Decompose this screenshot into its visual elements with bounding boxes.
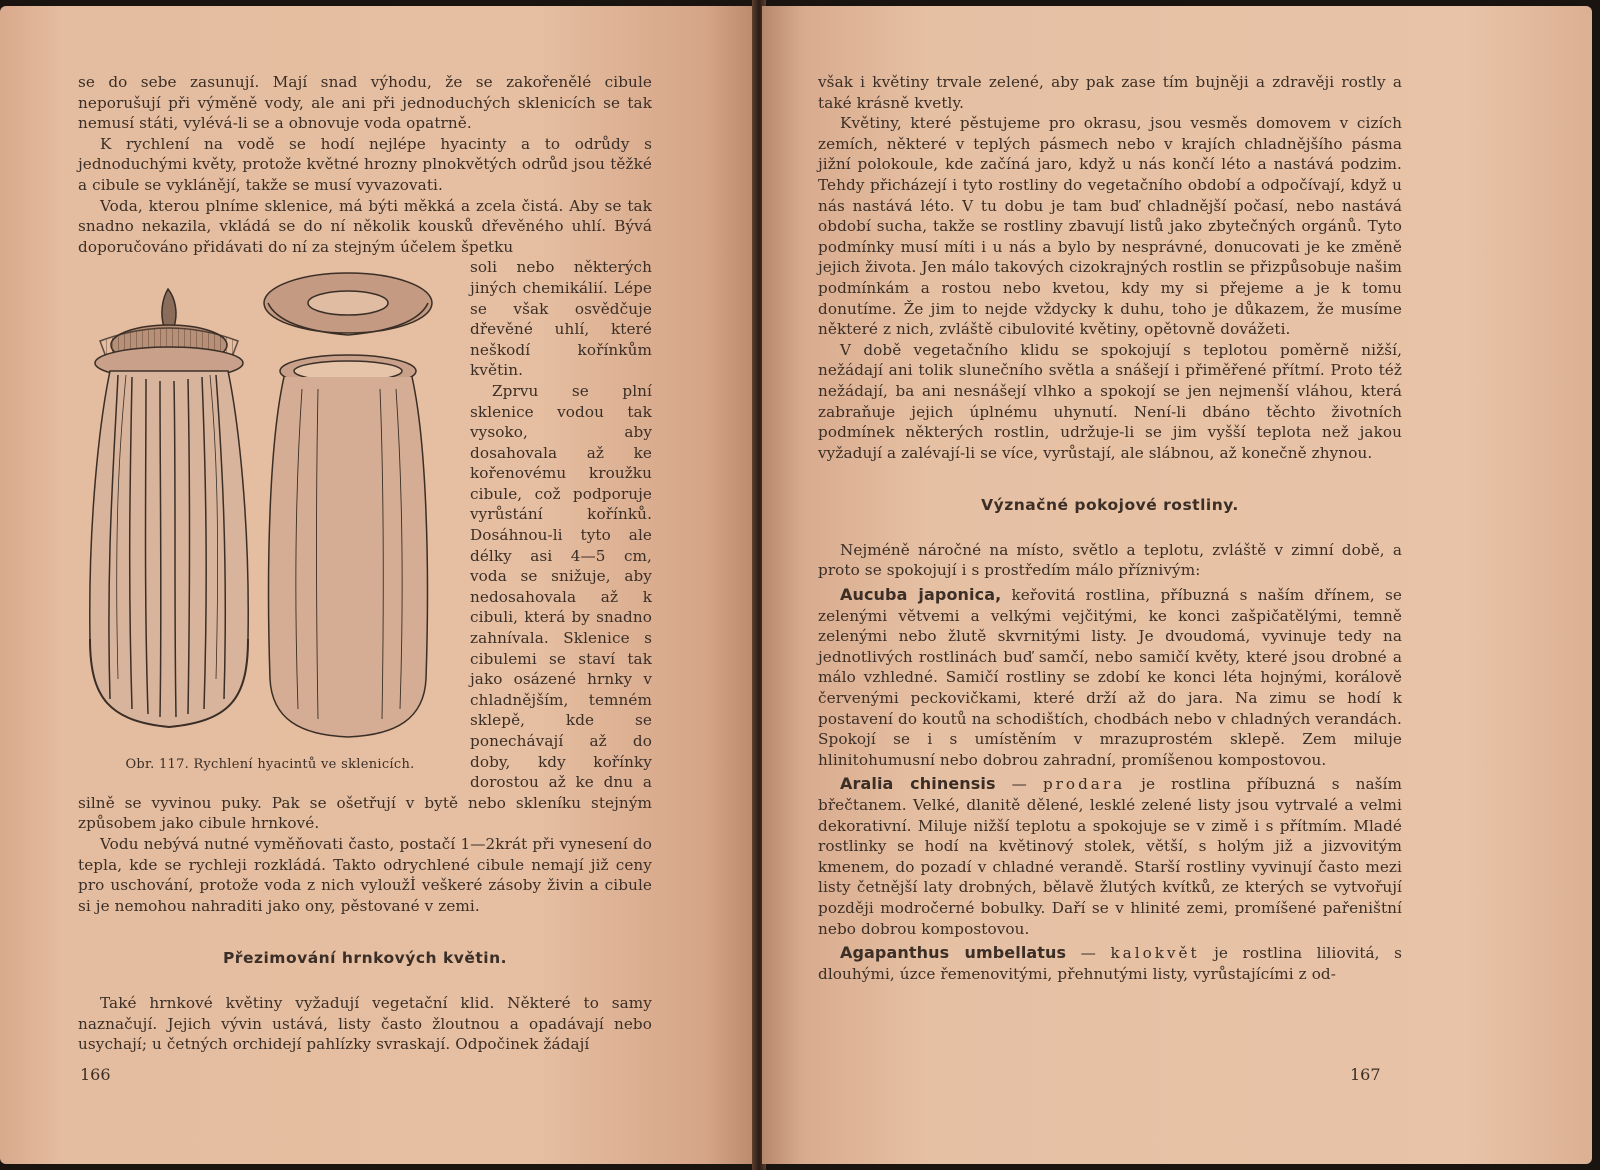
latin-name: Aralia chinensis [840,774,996,794]
entry-text: keřovitá rostlina, příbuzná s naším dřínem, se zelenými větvemi a velkými vejčitými, ke konci zašpičatělými, temně zelenými nebo žlutě skvrnitými listy. Je dvoudomá, vyvinuje tedy na jednotlivých rostlinách buď samčí, nebo samičí květy, které jsou drobné a málo vzhledné. Samičí rostliny se zdobí ke konci léta hojnými, korálově červenými peckovičkami, které drží až do jara. Na zimu se hodí k postavení do koutů na schodištích, chodbách nebo v chladných verandách. Spokojí se i s umístěním v mrazuprostém sklepě. Zem miluje hlinitohumusní nebo dobrou zahradní, promíšenou kompostovou. [818,586,1402,769]
entry-text: je rostlina příbuzná s naším břečtanem. Velké, dlanitě dělené, lesklé zelené listy jsou vytrvalé a velmi dekorativní. Miluje nižší teplotu a spokojuje se v zimě i s přítmím. Mladé rostlinky se hodí na květinový stolek, větší, s holým již a jizvovitým kmenem, do pozadí v chladné verandě. Starší rostliny vyvinují často mezi listy četnější laty drobných, bělavě žlutých kvítků, ze kterých se vytvořují později modročerné bobulky. Daří se v hlinité zemi, promíšené pařeništní nebo dobrou kompostovou. [818,775,1403,938]
paragraph: se do sebe zasunují. Mají snad výhodu, že se zakořenělé cibule neporušují při výměně vody, ale ani při jednoduchých sklenicích se tak nemusí státi, vylévá-li se a obnovuje voda opatrně. [78,73,652,133]
paragraph: Voda, kterou plníme sklenice, má býti měkká a zcela čistá. Aby se tak snadno nekazila, vkládá se do ní několik kousků dřevěného uhlí. Bývá doporučováno přidávati do ní za stejným účelem špetku [78,196,652,256]
page-number-right: 167 [1350,1065,1381,1084]
plant-entry-aralia [818,774,1402,939]
latin-name: Aucuba japonica, [840,585,1002,605]
plant-entry-agapanthus [818,943,1402,984]
czech-name: kalokvět [1110,944,1200,963]
czech-name: prodara [1042,775,1126,794]
section-heading: Význačné pokojové rostliny. [981,496,1239,515]
paragraph: Zprvu se plní sklenice vodou tak vysoko, aby dosahovala až ke kořenovému kroužku cibule, což podporuje vyrůstání kořínků. Dosáhnou-li tyto ale délky asi 4—5 cm, voda se snižuje, aby nedosahovala až k cibuli, která by snadno zahnívala. Sklenice s cibulemi se staví tak jako osázené hrnky v chladnějším, temném sklepě, kde se ponechávají až do doby, kdy kořínky dorostou až ke dnu a silně se vyvinou puky. Pak se ošetřují v bytě nebo skleníku stejným způsobem jako cibule hrnkové. [78,381,652,833]
paragraph: K rychlení na vodě se hodí nejlépe hyacinty a to odrůdy s jednoduchými květy, protože květné hrozny plnokvětých odrůd jsou těžké a cibule se vyklánějí, takže se musí vyvazovati. [78,134,652,194]
right-page [762,6,1592,1164]
paragraph: soli nebo některých jiných chemikálií. Lépe se však osvědčuje dřevěné uhlí, které neškodí kořínkům květin. [470,258,652,380]
paragraph: Také hrnkové květiny vyžadují vegetační klid. Některé to samy naznačují. Jejich vývin ustává, listy často žloutnou a opadávají nebo usychají; u četných orchidejí pahlízky svraskají. Odpočinek žádají [78,993,652,1054]
paragraph: Vodu nebývá nutné vyměňovati často, postačí 1—2krát při vynesení do tepla, kde se rychleji rozkládá. Takto odrychlené cibule nemají již ceny pro uschování, protože voda z nich vyloužİ veškeré zásoby živin a cibule si je nemohou nahraditi jako ony, pěstované v zemi. [78,834,652,915]
intro-paragraph: Nejméně náročné na místo, světlo a teplotu, zvláště v zimní době, a proto se spokojují i s prostředím málo příznivým: [818,540,1402,580]
page-number-left: 166 [80,1065,111,1084]
dash: — [1066,944,1111,963]
paragraph: Květiny, které pěstujeme pro okrasu, jsou vesměs domovem v cizích zemích, některé v teplých pásmech nebo v krajích chladnějšího pásma jižní polokoule, kde začíná jaro, když u nás končí léto a nastává podzim. Tehdy přicházejí i tyto rostliny do vegetačního období a odpočívají, když u nás nastává léto. V tu dobu je tam buď chladnější počasí, nebo nastává období sucha, takže se rostliny zbavují listů jako zbytečných orgánů. Tyto podmínky musí míti i u nás a bylo by nesprávné, donucovati je ke změně jejich života. Jen málo takových cizokrajných rostlin se přizpůsobuje našim podmínkám a rostou nebo kvetou, kdy my si přejeme a je k tomu donutíme. Že jim to nejde vždycky k duhu, toho je důkazem, že musíme některé z nich, zvláště cibulovité květiny, opětovně dovážeti. [818,114,1402,339]
paragraph: však i květiny trvale zelené, aby pak zase tím bujněji a zdravěji rostly a také krásně kvetly. [818,73,1402,112]
left-glass-with-bulb [90,289,248,727]
latin-name: Agapanthus umbellatus [840,943,1067,963]
paragraph: V době vegetačního klidu se spokojují s teplotou poměrně nižší, nežádají ani tolik slunečního světla a snášejí i přiměřené přítmí. Proto též nežádají, ba ani nesnášejí vlhko a spokojí se jen nejmenší vláhou, která zabraňuje jejich úplnému uhynutí. Není-li dbáno těchto životních podmínek některých rostlin, udržuje-li se jim vyšší teplota než jakou vyžadují a zalévají-li se více, vyrůstají, ale slábnou, až konečně zhynou. [818,340,1402,462]
left-page [0,6,758,1164]
right-glass-empty [264,273,432,737]
entry-text: je rostlina liliovitá, s dlouhými, úzce řemenovitými, přehnutými listy, vyrůstajícími z od- [818,944,1403,983]
dash: — [995,775,1043,794]
left-text-column [78,72,652,1055]
figure-caption: Obr. 117. Rychlení hyacintů ve sklenicích. [125,757,415,773]
right-text-column [818,72,1402,984]
figure-hyacinth-glasses [70,259,458,779]
section-heading: Přezimování hrnkových květin. [222,949,508,968]
hyacinth-glass-illustration [70,259,458,779]
plant-entry-aucuba [818,585,1402,770]
